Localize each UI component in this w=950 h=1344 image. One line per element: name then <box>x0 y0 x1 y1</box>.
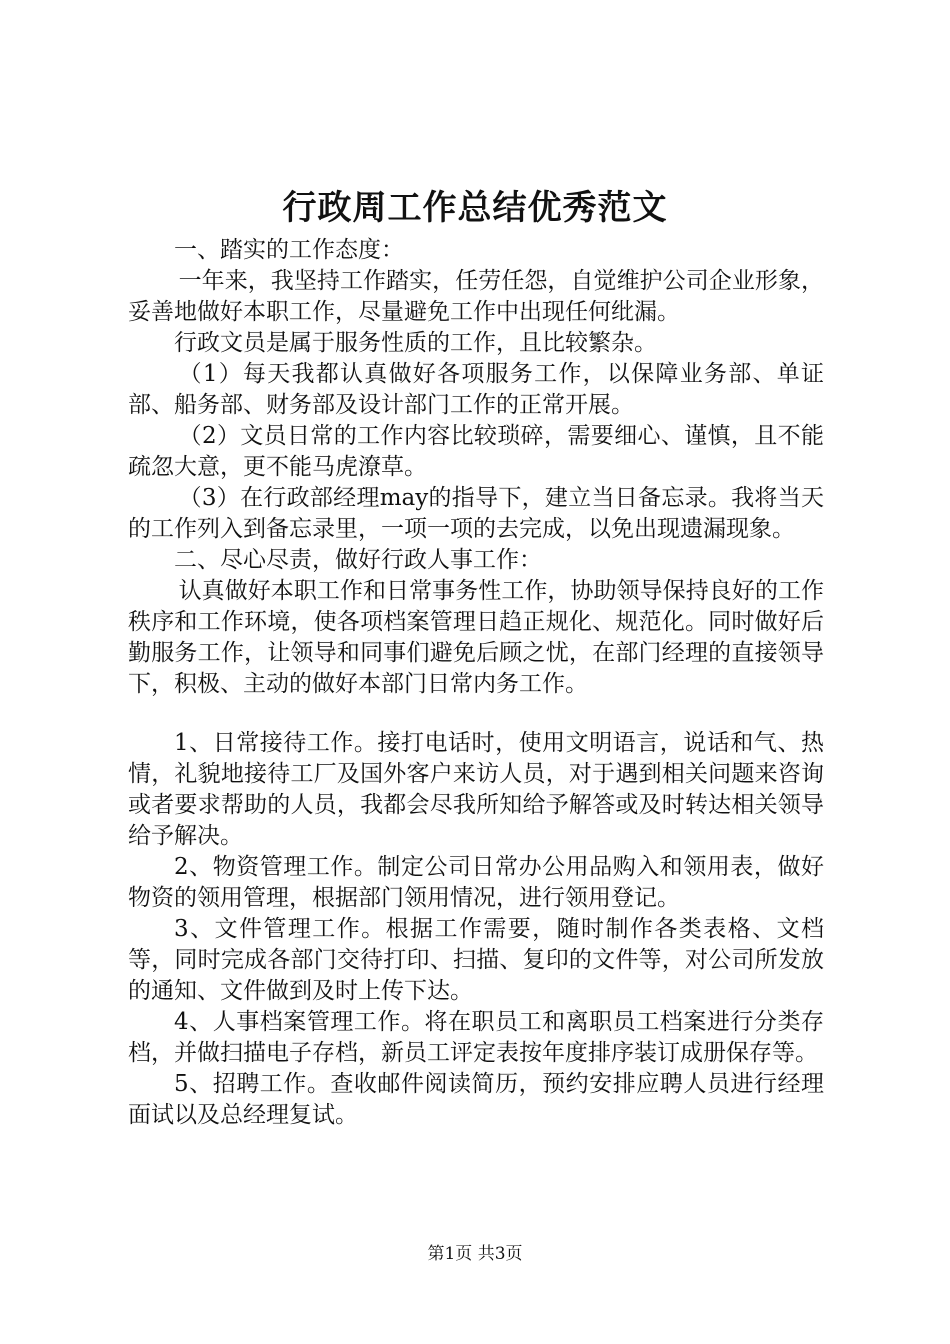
list-item: 5、招聘工作。查收邮件阅读简历，预约安排应聘人员进行经理面试以及总经理复试。 <box>128 1071 824 1128</box>
list-item: 3、文件管理工作。根据工作需要，随时制作各类表格、文档等，同时完成各部门交待打印、扫描、复印的文件等，对公司所发放的通知、文件做到及时上传下达。 <box>128 916 824 1004</box>
list-item: 1、日常接待工作。接打电话时，使用文明语言，说话和气、热情，礼貌地接待工厂及国外客户来访人员，对于遇到相关问题来咨询或者要求帮助的人员，我都会尽我所知给予解答或及时转达相关领导给予解决。 <box>128 730 824 849</box>
list-item: （3）在行政部经理may的指导下，建立当日备忘录。我将当天的工作列入到备忘录里，一项一项的去完成，以免出现遗漏现象。 <box>128 485 824 542</box>
document-title: 行政周工作总结优秀范文 <box>282 188 668 228</box>
section-heading-1: 一、踏实的工作态度： <box>174 237 404 263</box>
paragraph: 行政文员是属于服务性质的工作，且比较繁杂。 <box>174 330 657 356</box>
paragraph: 一年来，我坚持工作踏实，任劳任怨，自觉维护公司企业形象，妥善地做好本职工作，尽量避免工作中出现任何纰漏。 <box>128 268 824 325</box>
list-item: （1）每天我都认真做好各项服务工作，以保障业务部、单证部、船务部、财务部及设计部门工作的正常开展。 <box>128 361 824 418</box>
section-heading-2: 二、尽心尽责，做好行政人事工作： <box>174 547 542 573</box>
list-item: 4、人事档案管理工作。将在职员工和离职员工档案进行分类存档，并做扫描电子存档，新员工评定表按年度排序装订成册保存等。 <box>128 1009 824 1066</box>
document-body <box>128 235 824 1131</box>
paragraph: 认真做好本职工作和日常事务性工作，协助领导保持良好的工作秩序和工作环境，使各项档案管理日趋正规化、规范化。同时做好后勤服务工作，让领导和同事们避免后顾之忧，在部门经理的直接领导下，积极、主动的做好本部门日常内务工作。 <box>128 578 824 697</box>
paragraph-spacer <box>128 700 824 728</box>
list-item: （2）文员日常的工作内容比较琐碎，需要细心、谨慎，且不能疏忽大意，更不能马虎潦草。 <box>128 423 824 480</box>
page-footer: 第1页 共3页 <box>427 1244 523 1264</box>
list-item: 2、物资管理工作。制定公司日常办公用品购入和领用表，做好物资的领用管理，根据部门领用情况，进行领用登记。 <box>128 854 824 911</box>
